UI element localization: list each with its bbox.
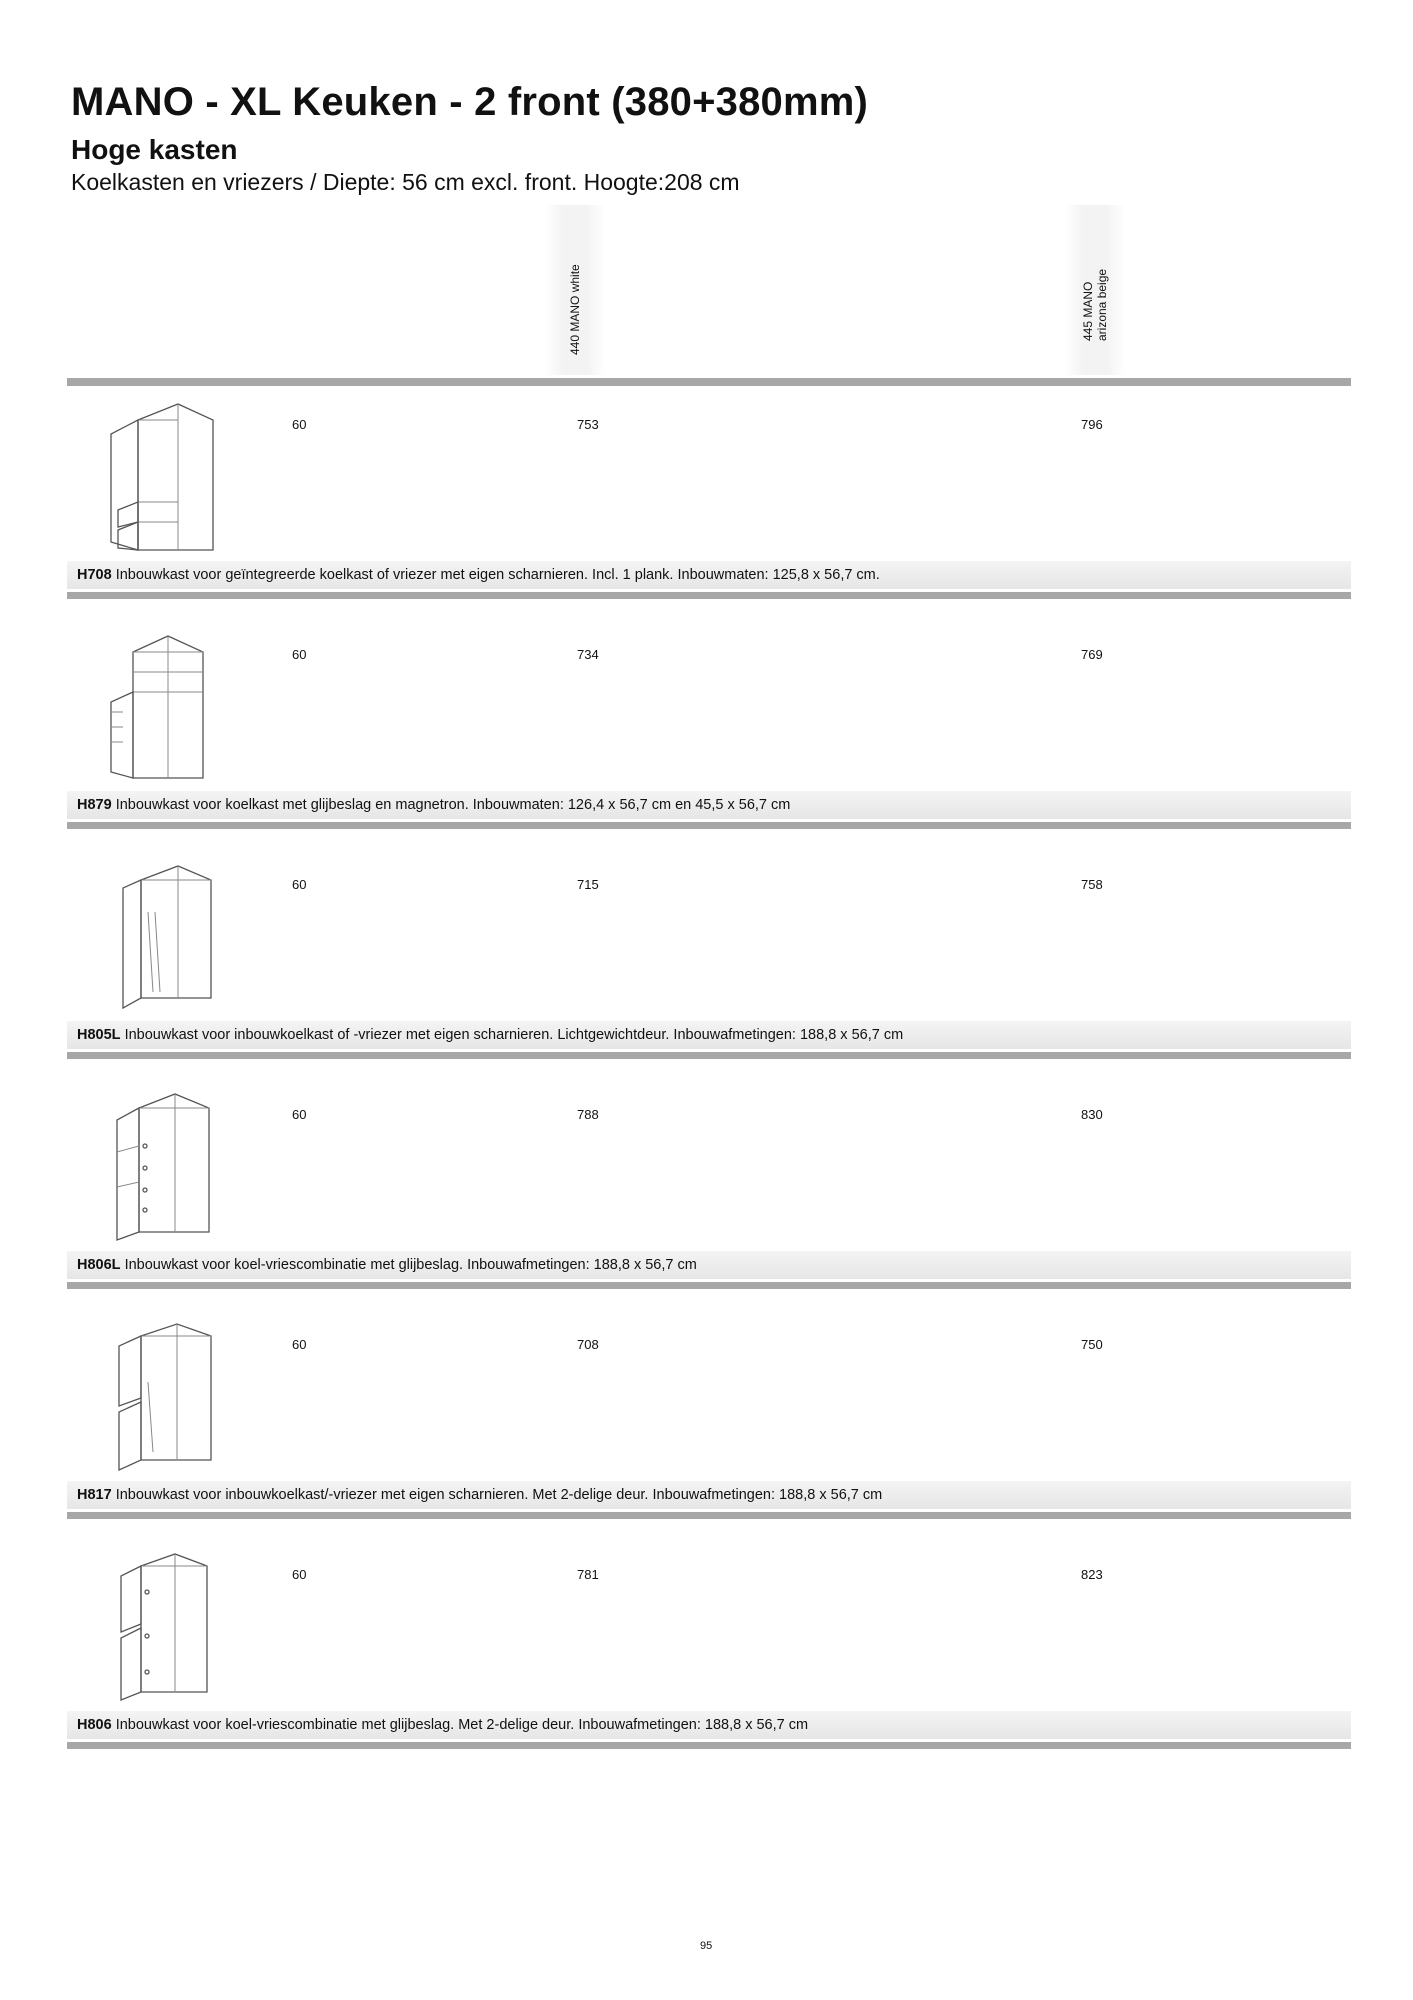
- price-445-arizona-beige: 750: [1081, 1337, 1103, 1352]
- row-divider: [67, 822, 1351, 829]
- product-text: Inbouwkast voor koel-vriescombinatie met glijbeslag. Inbouwafmetingen: 188,8 x 56,7 cm: [124, 1257, 697, 1273]
- row-divider: [67, 1742, 1351, 1749]
- price-445-arizona-beige: 769: [1081, 647, 1103, 662]
- column-header-445-arizona-beige: [1065, 205, 1125, 375]
- product-code: H806L: [77, 1257, 121, 1273]
- width-value: 60: [292, 647, 307, 662]
- table-row: [67, 1076, 1351, 1306]
- table-row: [67, 386, 1351, 616]
- row-description: [67, 1251, 1351, 1279]
- row-description: [67, 1711, 1351, 1739]
- price-440-white: 708: [577, 1337, 599, 1352]
- column-header-440-white: [545, 205, 605, 375]
- tall-cabinet-icon: [93, 1322, 233, 1472]
- product-code: H879: [77, 797, 112, 813]
- product-table: [67, 386, 1351, 1766]
- row-divider: [67, 592, 1351, 599]
- row-divider: [67, 1052, 1351, 1059]
- section-subtitle: Hoge kasten: [71, 134, 238, 165]
- header-divider: [67, 378, 1351, 386]
- product-text: Inbouwkast voor inbouwkoelkast/-vriezer met eigen scharnieren. Met 2-delige deur. Inbouwafmetingen: 188,8 x 56,7 cm: [115, 1487, 883, 1503]
- width-value: 60: [292, 1337, 307, 1352]
- tall-cabinet-icon: [93, 1552, 233, 1702]
- product-code: H805L: [77, 1027, 121, 1043]
- product-text: Inbouwkast voor koelkast met glijbeslag en magnetron. Inbouwmaten: 126,4 x 56,7 cm en 45,5 x 56,7 cm: [115, 797, 791, 813]
- price-445-arizona-beige: 830: [1081, 1107, 1103, 1122]
- width-value: 60: [292, 1107, 307, 1122]
- product-code: H817: [77, 1487, 112, 1503]
- tall-cabinet-icon: [93, 862, 233, 1012]
- product-text: Inbouwkast voor koel-vriescombinatie met glijbeslag. Met 2-delige deur. Inbouwafmetingen: 188,8 x 56,7 cm: [115, 1717, 809, 1733]
- product-text: Inbouwkast voor geïntegreerde koelkast of vriezer met eigen scharnieren. Incl. 1 plank. Inbouwmaten: 125,8 x 56,7 cm.: [115, 567, 880, 583]
- price-440-white: 753: [577, 417, 599, 432]
- column-header-line2: arizona beige: [1095, 268, 1109, 341]
- row-description: [67, 1481, 1351, 1509]
- product-code: H806: [77, 1717, 112, 1733]
- column-header-line1: 445 MANO: [1081, 281, 1095, 341]
- column-header-label: [1081, 269, 1109, 341]
- table-row: [67, 1306, 1351, 1536]
- price-440-white: 781: [577, 1567, 599, 1582]
- column-header-label: 440 MANO white: [568, 264, 582, 355]
- row-description: [67, 1021, 1351, 1049]
- tall-cabinet-icon: [93, 632, 233, 782]
- price-445-arizona-beige: 796: [1081, 417, 1103, 432]
- page-title: MANO - XL Keuken - 2 front (380+380mm): [71, 80, 869, 124]
- product-code: H708: [77, 567, 112, 583]
- width-value: 60: [292, 417, 307, 432]
- table-row: [67, 846, 1351, 1076]
- table-row: [67, 1536, 1351, 1766]
- tall-cabinet-icon: [93, 402, 233, 552]
- width-value: 60: [292, 1567, 307, 1582]
- price-440-white: 788: [577, 1107, 599, 1122]
- product-text: Inbouwkast voor inbouwkoelkast of -vriezer met eigen scharnieren. Lichtgewichtdeur. Inbouwafmetingen: 188,8 x 56,7 cm: [124, 1027, 904, 1043]
- row-description: [67, 791, 1351, 819]
- section-description: Koelkasten en vriezers / Diepte: 56 cm excl. front. Hoogte:208 cm: [71, 169, 740, 195]
- row-divider: [67, 1512, 1351, 1519]
- price-445-arizona-beige: 758: [1081, 877, 1103, 892]
- price-440-white: 715: [577, 877, 599, 892]
- row-divider: [67, 1282, 1351, 1289]
- price-440-white: 734: [577, 647, 599, 662]
- row-description: [67, 561, 1351, 589]
- tall-cabinet-icon: [93, 1092, 233, 1242]
- width-value: 60: [292, 877, 307, 892]
- table-row: [67, 616, 1351, 846]
- price-445-arizona-beige: 823: [1081, 1567, 1103, 1582]
- page-number: 95: [700, 1940, 713, 1952]
